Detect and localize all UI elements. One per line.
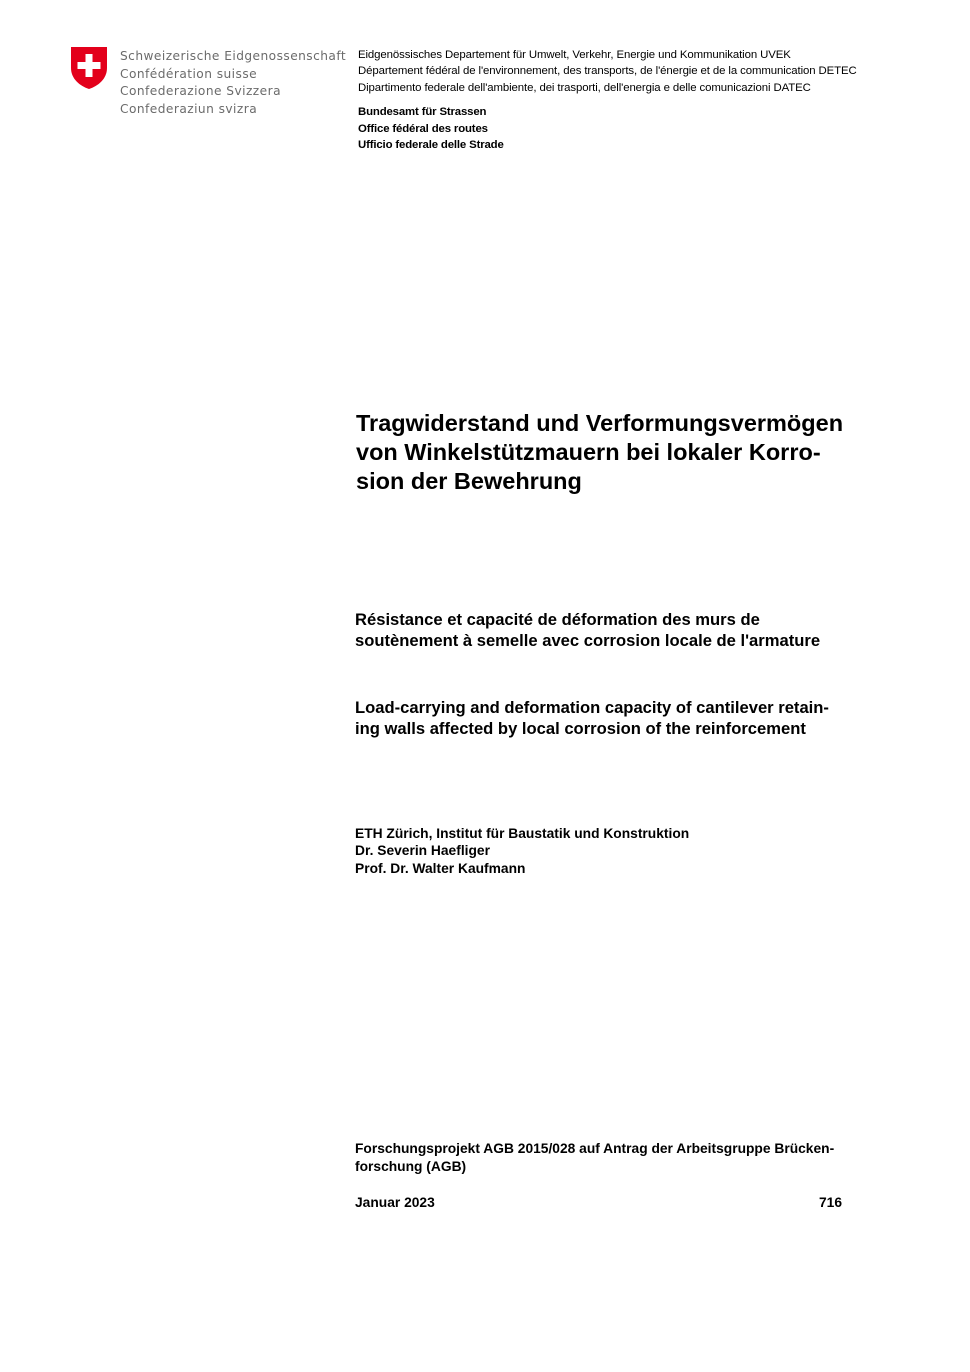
report-number: 716 (819, 1195, 843, 1210)
office-header (358, 104, 658, 154)
department-line-it: Dipartimento federale dell'ambiente, dei trasporti, dell'energia e delle comunicazioni DATEC (358, 81, 811, 94)
title-german-line: sion der Bewehrung (356, 468, 582, 494)
title-french-line: soutènement à semelle avec corrosion locale de l'armature (355, 631, 821, 650)
title-french-line: Résistance et capacité de déformation des murs de (355, 610, 760, 629)
office-line-fr: Office fédéral des routes (358, 122, 488, 135)
office-line-it: Ufficio federale delle Strade (358, 139, 504, 151)
title-english-line: Load-carrying and deformation capacity of cantilever retain- (355, 698, 829, 717)
authors-block (355, 825, 855, 877)
country-name-rm: Confederaziun svizra (120, 101, 258, 116)
research-project-line: Forschungsprojekt AGB 2015/028 auf Antrag der Arbeitsgruppe Brücken- (355, 1141, 835, 1156)
department-line-fr: Département fédéral de l'environnement, des transports, de l'énergie et de la communication DETEC (358, 65, 857, 78)
title-english-line: ing walls affected by local corrosion of the reinforcement (355, 719, 806, 738)
title-french (355, 609, 915, 651)
research-project-line: forschung (AGB) (355, 1158, 467, 1174)
department-header (358, 47, 918, 96)
country-name-de: Schweizerische Eidgenossenschaft (120, 49, 347, 63)
swiss-confederation-logo (70, 46, 345, 126)
research-project (355, 1140, 915, 1175)
office-line-de: Bundesamt für Strassen (358, 106, 487, 118)
department-line-de: Eidgenössisches Departement für Umwelt, Verkehr, Energie und Kommunikation UVEK (358, 49, 791, 61)
author-name: Dr. Severin Haefliger (355, 843, 490, 859)
title-german (356, 409, 916, 496)
title-german-line: von Winkelstützmauern bei lokaler Korro- (356, 439, 821, 465)
author-name: Prof. Dr. Walter Kaufmann (355, 860, 526, 876)
swiss-shield-icon (70, 46, 108, 90)
country-name-fr: Confédération suisse (120, 66, 258, 81)
country-name-it: Confederazione Svizzera (120, 84, 281, 98)
title-german-line: Tragwiderstand und Verformungsvermögen (356, 410, 844, 436)
country-names (120, 48, 345, 118)
institution: ETH Zürich, Institut für Baustatik und Konstruktion (355, 826, 690, 841)
title-english (355, 697, 915, 739)
publication-date: Januar 2023 (355, 1195, 435, 1210)
